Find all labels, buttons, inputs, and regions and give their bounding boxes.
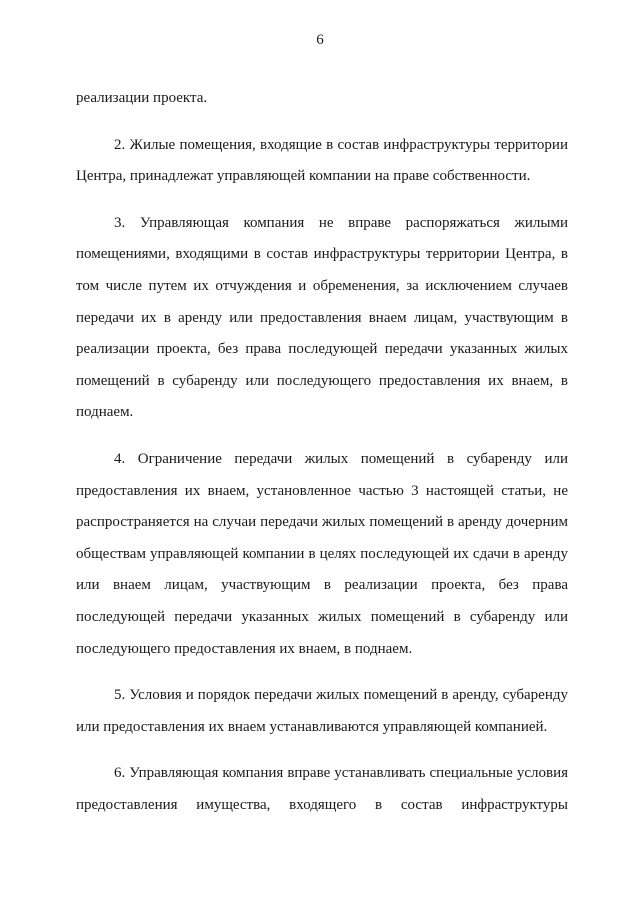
document-body — [76, 83, 568, 836]
paragraph-6: 6. Управляющая компания вправе устанавливать специальные условия предоставления имущества, входящего в состав инфраструктуры — [76, 765, 568, 813]
paragraph-4: 4. Ограничение передачи жилых помещений в субаренду или предоставления их внаем, установленное частью 3 настоящей статьи, не распространяется на случаи передачи жилых помещений в аренду дочерним обществам управляющей компании в целях последующей их сдачи в аренду или внаем лицам, участвующим в реализации проекта, без права последующей передачи указанных жилых помещений в субаренду или последующего предоставления их внаем, в поднаем. — [76, 450, 568, 657]
paragraph-3: 3. Управляющая компания не вправе распоряжаться жилыми помещениями, входящими в состав инфраструктуры территории Центра, в том числе путем их отчуждения и обременения, за исключением случаев передачи их в аренду или предоставления внаем лицам, участвующим в реализации проекта, без права последующей передачи указанных жилых помещений в субаренду или последующего предоставления их внаем, в поднаем. — [76, 214, 568, 421]
paragraph-continuation: реализации проекта. — [76, 90, 208, 106]
paragraph-2: 2. Жилые помещения, входящие в состав инфраструктуры территории Центра, принадлежат управляющей компании на праве собственности. — [76, 136, 568, 185]
page-number: 6 — [316, 32, 324, 48]
paragraph-5: 5. Условия и порядок передачи жилых помещений в аренду, субаренду или предоставления их внаем устанавливаются управляющей компанией. — [76, 687, 568, 735]
